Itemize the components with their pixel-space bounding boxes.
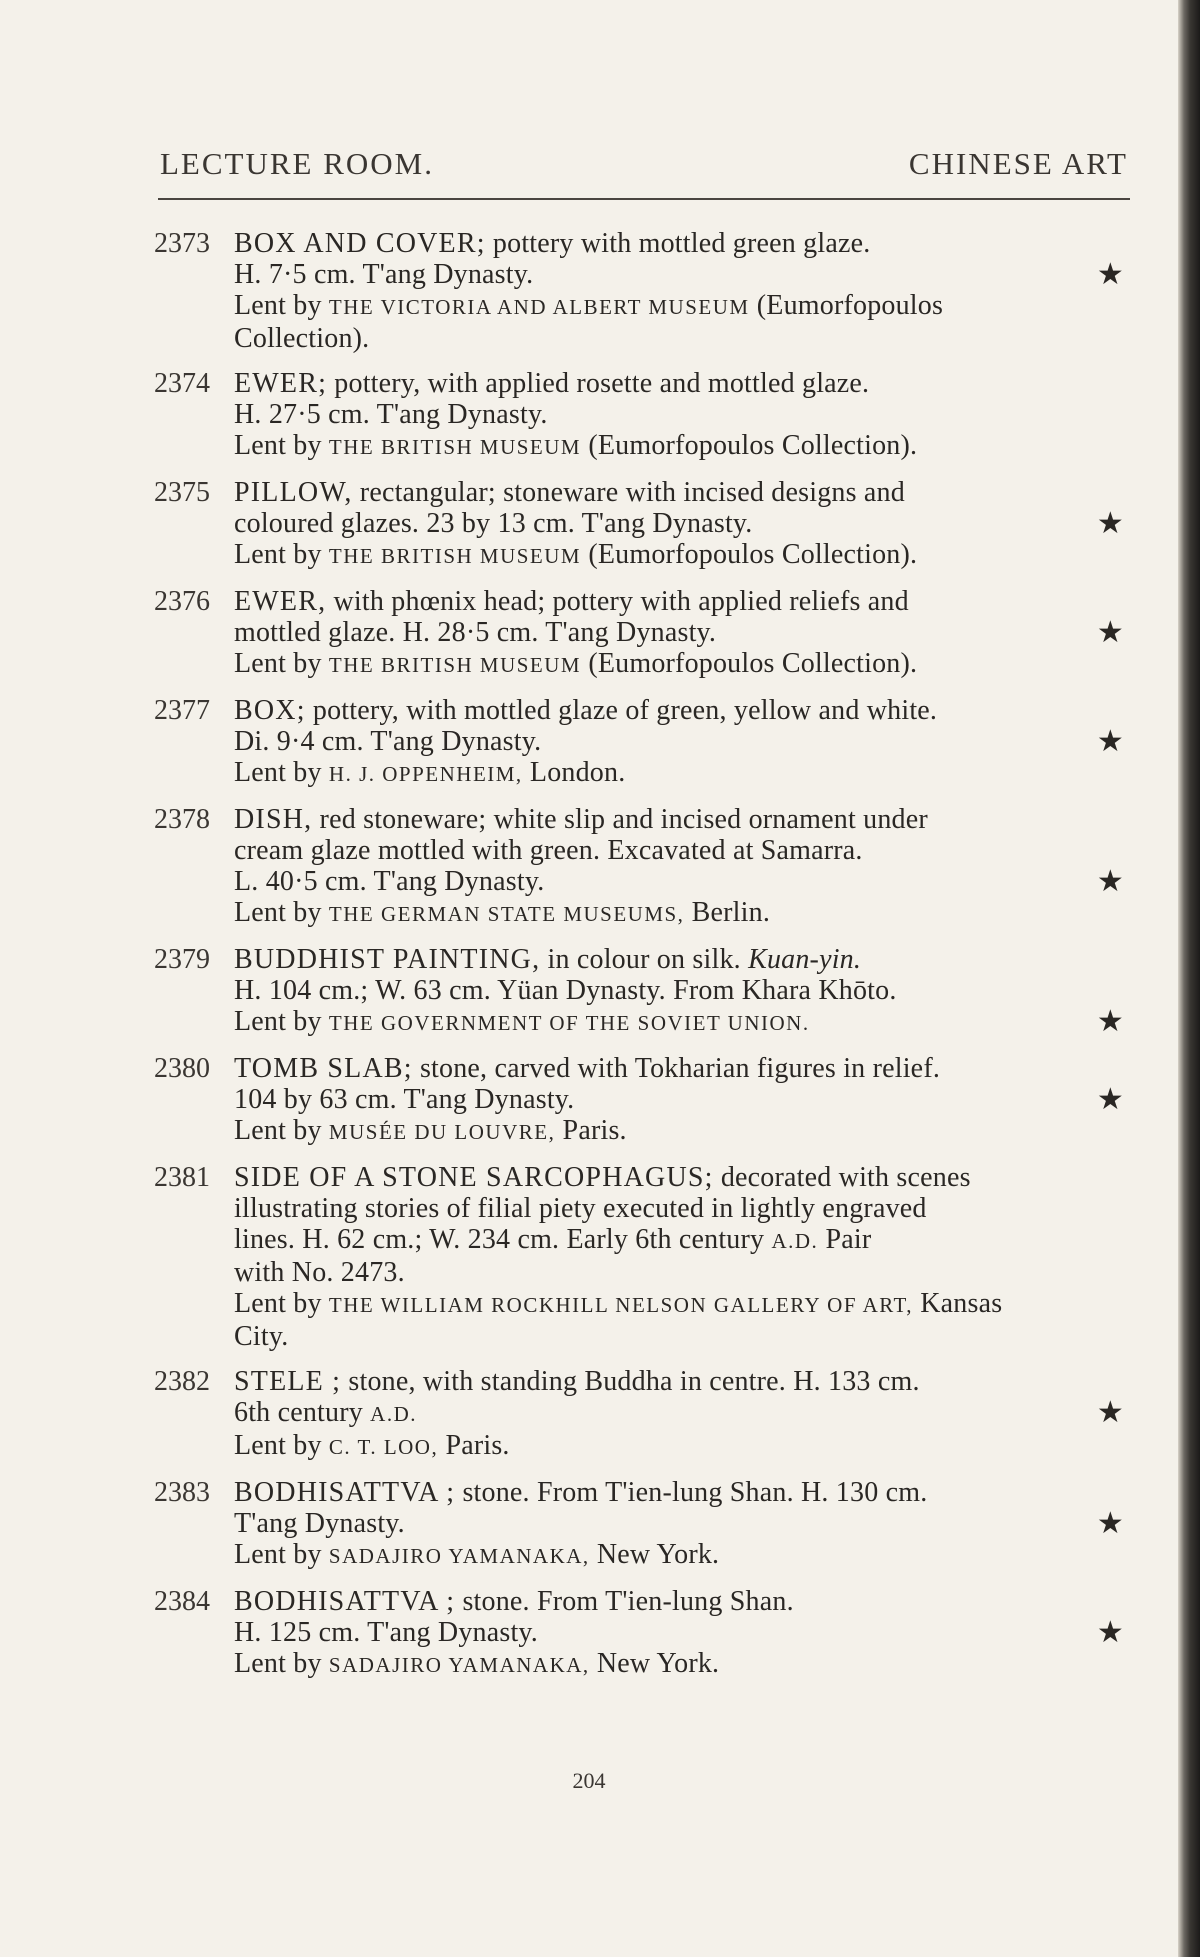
lot-number: 2374 <box>154 368 210 399</box>
lender-suffix: Paris. <box>445 1430 510 1461</box>
lender-name: SADAJIRO YAMANAKA, <box>328 1653 590 1677</box>
entry-description: rectangular; stoneware with incised designs and <box>359 477 905 508</box>
catalogue-entry <box>150 1366 1134 1463</box>
lender-suffix: London. <box>529 757 626 788</box>
entry-title: DISH, <box>234 804 313 835</box>
running-head <box>160 146 1128 186</box>
lender-prefix: Lent by <box>234 757 322 788</box>
entry-dimensions: mottled glaze. H. 28·5 cm. T'ang Dynasty. <box>234 617 717 648</box>
entry-continuation: with No. 2473. <box>234 1257 405 1288</box>
lender-suffix: New York. <box>596 1539 720 1570</box>
catalogue-entry <box>150 368 1134 463</box>
lot-number: 2373 <box>154 228 210 259</box>
entry-title: BUDDHIST PAINTING, <box>234 944 541 975</box>
lender-suffix: Paris. <box>562 1115 627 1146</box>
entry-dimensions: H. 104 cm.; W. 63 cm. Yüan Dynasty. From Khara Khōto. <box>234 975 897 1006</box>
lender-prefix: Lent by <box>234 897 322 928</box>
entry-title: PILLOW, <box>234 477 353 508</box>
lender-prefix: Lent by <box>234 1006 322 1037</box>
entry-description: stone. From T'ien-lung Shan. <box>462 1586 794 1617</box>
catalogue-entry <box>150 1162 1134 1352</box>
entry-title: STELE ; <box>234 1366 342 1397</box>
lot-number: 2380 <box>154 1053 210 1084</box>
entry-title: EWER, <box>234 586 327 617</box>
lender-prefix: Lent by <box>234 1430 322 1461</box>
entry-description: pottery, with applied rosette and mottled glaze. <box>334 368 870 399</box>
lender-name: THE BRITISH MUSEUM <box>328 435 582 459</box>
entry-title: BOX AND COVER; <box>234 228 486 259</box>
lot-number: 2376 <box>154 586 210 617</box>
lot-number: 2375 <box>154 477 210 508</box>
page-number: 204 <box>572 1768 606 1793</box>
star-icon: ★ <box>1096 865 1124 898</box>
lender-suffix: Berlin. <box>691 897 771 928</box>
entry-dimensions: T'ang Dynasty. <box>234 1508 405 1539</box>
lender-prefix: Lent by <box>234 1288 322 1319</box>
catalogue-entry <box>150 1053 1134 1148</box>
catalogue-entry <box>150 695 1134 790</box>
lender-name: C. T. LOO, <box>328 1435 439 1459</box>
lender-name: THE WILLIAM ROCKHILL NELSON GALLERY OF ART, <box>328 1293 914 1317</box>
book-binding-edge <box>1178 0 1200 1957</box>
era-abbreviation: A.D. <box>370 1402 417 1426</box>
lender-name: H. J. OPPENHEIM, <box>328 762 523 786</box>
entry-title: BOX; <box>234 695 306 726</box>
lot-number: 2378 <box>154 804 210 835</box>
lender-name: THE BRITISH MUSEUM <box>328 544 582 568</box>
entry-title: SIDE OF A STONE SARCOPHAGUS; <box>234 1162 714 1193</box>
entry-dimensions: Di. 9·4 cm. T'ang Dynasty. <box>234 726 542 757</box>
lender-prefix: Lent by <box>234 290 322 321</box>
star-icon: ★ <box>1096 1083 1124 1116</box>
entry-title: TOMB SLAB; <box>234 1053 413 1084</box>
lender-name: THE GERMAN STATE MUSEUMS, <box>328 902 685 926</box>
star-icon: ★ <box>1096 1616 1124 1649</box>
running-head-left: LECTURE ROOM. <box>160 146 434 181</box>
entry-continuation: City. <box>234 1321 289 1352</box>
entry-dimensions: H. 27·5 cm. T'ang Dynasty. <box>234 399 548 430</box>
star-icon: ★ <box>1096 507 1124 540</box>
entry-description: pottery with mottled green glaze. <box>492 228 871 259</box>
star-icon: ★ <box>1096 1005 1124 1038</box>
lender-prefix: Lent by <box>234 539 322 570</box>
lot-number: 2379 <box>154 944 210 975</box>
entry-description: stone, carved with Tokharian figures in relief. <box>419 1053 941 1084</box>
entry-description: red stoneware; white slip and incised ornament under <box>319 804 928 835</box>
entry-continuation: illustrating stories of filial piety executed in lightly engraved <box>234 1193 927 1224</box>
entry-dimensions: H. 7·5 cm. T'ang Dynasty. <box>234 259 534 290</box>
star-icon: ★ <box>1096 1507 1124 1540</box>
lender-suffix: (Eumorfopoulos <box>756 290 944 321</box>
entry-dimensions: coloured glazes. 23 by 13 cm. T'ang Dynasty. <box>234 508 753 539</box>
lender-suffix: (Eumorfopoulos Collection). <box>588 539 918 570</box>
entry-dimensions: H. 125 cm. T'ang Dynasty. <box>234 1617 539 1648</box>
header-rule <box>158 198 1130 200</box>
lender-name: SADAJIRO YAMANAKA, <box>328 1544 590 1568</box>
lender-prefix: Lent by <box>234 430 322 461</box>
entry-description: pottery, with mottled glaze of green, yellow and white. <box>312 695 938 726</box>
star-icon: ★ <box>1096 258 1124 291</box>
star-icon: ★ <box>1096 725 1124 758</box>
lender-name: THE GOVERNMENT OF THE SOVIET UNION. <box>328 1011 810 1035</box>
lender-name: MUSÉE DU LOUVRE, <box>328 1120 556 1144</box>
lot-number: 2384 <box>154 1586 210 1617</box>
lot-number: 2383 <box>154 1477 210 1508</box>
lender-suffix: (Eumorfopoulos Collection). <box>588 430 918 461</box>
catalogue-entry <box>150 944 1134 1039</box>
entry-title: BODHISATTVA ; <box>234 1477 456 1508</box>
entry-description: stone. From T'ien-lung Shan. H. 130 cm. <box>462 1477 928 1508</box>
entry-dimensions: lines. H. 62 cm.; W. 234 cm. Early 6th century <box>234 1224 765 1255</box>
entry-description: decorated with scenes <box>720 1162 971 1193</box>
running-head-right: CHINESE ART <box>908 146 1128 181</box>
catalogue-entry <box>150 1477 1134 1572</box>
lender-name: THE BRITISH MUSEUM <box>328 653 582 677</box>
entry-description: stone, with standing Buddha in centre. H. 133 cm. <box>348 1366 920 1397</box>
entry-title: EWER; <box>234 368 328 399</box>
lender-name: THE VICTORIA AND ALBERT MUSEUM <box>328 295 750 319</box>
lender-prefix: Lent by <box>234 648 322 679</box>
catalogue-entry <box>150 1586 1134 1681</box>
entry-continuation: cream glaze mottled with green. Excavated at Samarra. <box>234 835 863 866</box>
lender-suffix: Kansas <box>920 1288 1003 1319</box>
entry-dimensions: L. 40·5 cm. T'ang Dynasty. <box>234 866 545 897</box>
entry-subject: Kuan-yin. <box>748 944 862 975</box>
era-abbreviation: A.D. <box>771 1229 819 1253</box>
catalogue-entry <box>150 228 1134 354</box>
catalogue-entry <box>150 804 1134 930</box>
entry-dimensions: 6th century <box>234 1397 363 1428</box>
entry-continuation: Collection). <box>234 323 370 354</box>
lot-number: 2382 <box>154 1366 210 1397</box>
lender-prefix: Lent by <box>234 1115 322 1146</box>
entry-description: with phœnix head; pottery with applied reliefs and <box>333 586 909 617</box>
lender-suffix: (Eumorfopoulos Collection). <box>588 648 918 679</box>
lot-number: 2381 <box>154 1162 210 1193</box>
entry-title: BODHISATTVA ; <box>234 1586 456 1617</box>
star-icon: ★ <box>1096 1396 1124 1429</box>
catalogue-list <box>150 228 1134 1695</box>
entry-dimensions: 104 by 63 cm. T'ang Dynasty. <box>234 1084 575 1115</box>
entry-description: in colour on silk. <box>547 944 741 975</box>
lender-prefix: Lent by <box>234 1539 322 1570</box>
lot-number: 2377 <box>154 695 210 726</box>
catalogue-entry <box>150 586 1134 681</box>
lender-prefix: Lent by <box>234 1648 322 1679</box>
catalogue-entry <box>150 477 1134 572</box>
entry-pair-note: Pair <box>825 1224 872 1255</box>
star-icon: ★ <box>1096 616 1124 649</box>
lender-suffix: New York. <box>596 1648 720 1679</box>
